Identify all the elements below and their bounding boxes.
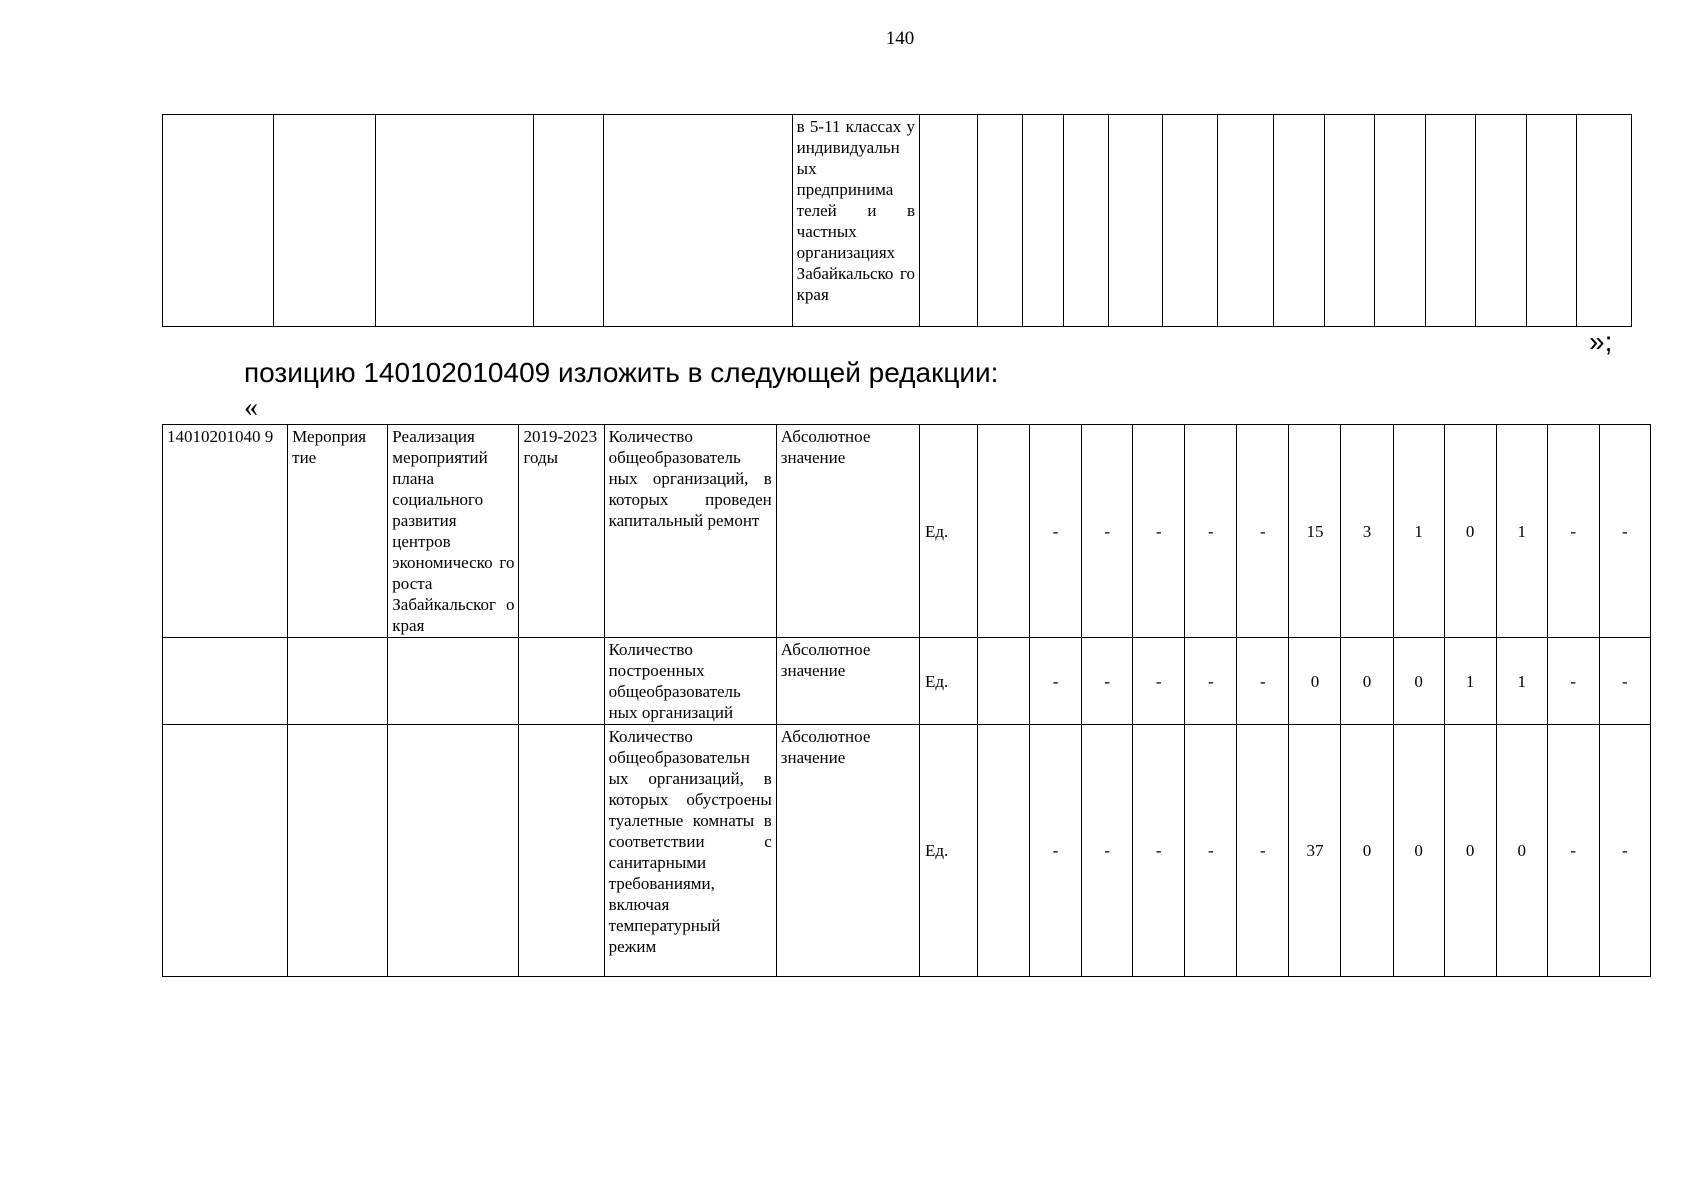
value-cell: 3 xyxy=(1341,425,1393,638)
table-cell xyxy=(388,725,519,977)
value-cell: - xyxy=(1547,725,1599,977)
value-cell: - xyxy=(1547,425,1599,638)
table-row xyxy=(163,425,1651,638)
value-cell: 0 xyxy=(1444,725,1496,977)
table-cell xyxy=(1325,115,1375,327)
value-cell: 0 xyxy=(1393,725,1444,977)
table-cell xyxy=(288,638,388,725)
table-cell xyxy=(1273,115,1324,327)
indicator-cell: Количество общеобразователь ных организаций, в которых проведен капитальный ремонт xyxy=(604,425,776,638)
table-cell xyxy=(604,115,793,327)
table-cell xyxy=(388,638,519,725)
indicator-cell: Количество общеобразовательн ых организаций, в которых обустроены туалетные комнаты в соответствии с санитарными требованиями, включая температурный режим xyxy=(604,725,776,977)
indicator-cell: Количество построенных общеобразователь ных организаций xyxy=(604,638,776,725)
value-cell: - xyxy=(1599,725,1650,977)
table-cell xyxy=(519,725,604,977)
value-cell: 1 xyxy=(1444,638,1496,725)
table-cell xyxy=(1108,115,1162,327)
value-cell: - xyxy=(1185,425,1237,638)
value-cell: 0 xyxy=(1496,725,1547,977)
value-cell: - xyxy=(1082,425,1133,638)
table-cell xyxy=(274,115,375,327)
table-cell xyxy=(163,115,274,327)
value-cell: - xyxy=(1133,638,1185,725)
value-cell: - xyxy=(1237,638,1289,725)
opening-quote: « xyxy=(244,392,258,423)
table-row xyxy=(163,725,1651,977)
value-cell: - xyxy=(1185,638,1237,725)
value-cell: 37 xyxy=(1289,725,1341,977)
table-cell xyxy=(163,725,288,977)
value-cell: 15 xyxy=(1289,425,1341,638)
measure-cell: Абсолютное значение xyxy=(776,725,919,977)
value-cell: 0 xyxy=(1341,725,1393,977)
unit-cell: Ед. xyxy=(919,638,977,725)
table-cell xyxy=(920,115,978,327)
value-cell xyxy=(978,638,1030,725)
value-cell: - xyxy=(1082,725,1133,977)
position-table xyxy=(162,424,1651,977)
value-cell: 0 xyxy=(1444,425,1496,638)
value-cell: - xyxy=(1547,638,1599,725)
value-cell: - xyxy=(1237,425,1289,638)
table-cell xyxy=(1476,115,1526,327)
indicator-cell: в 5-11 классах у индивидуальн ых предпринима телей и в частных организациях Забайкальско го края xyxy=(792,115,919,327)
table-cell xyxy=(1064,115,1108,327)
value-cell: - xyxy=(1599,638,1650,725)
value-cell: - xyxy=(1030,425,1082,638)
table-cell xyxy=(1426,115,1476,327)
page-number: 140 xyxy=(885,28,915,49)
table-cell xyxy=(1217,115,1273,327)
value-cell: 1 xyxy=(1496,425,1547,638)
value-cell: - xyxy=(1185,725,1237,977)
measure-cell: Абсолютное значение xyxy=(776,638,919,725)
table-cell xyxy=(375,115,533,327)
table-cell xyxy=(1162,115,1217,327)
measure-cell: Абсолютное значение xyxy=(776,425,919,638)
instruction-text: позицию 140102010409 изложить в следующей редакции: xyxy=(244,357,999,388)
value-cell: - xyxy=(1030,638,1082,725)
continued-table xyxy=(162,114,1632,327)
name-cell: Реализация мероприятий плана социального развития центров экономическо го роста Забайкальског о края xyxy=(388,425,519,638)
table-cell xyxy=(1526,115,1576,327)
table-row xyxy=(163,638,1651,725)
table-cell xyxy=(288,725,388,977)
value-cell: 0 xyxy=(1341,638,1393,725)
table-cell xyxy=(978,115,1023,327)
value-cell: - xyxy=(1133,425,1185,638)
period-cell: 2019-2023 годы xyxy=(519,425,604,638)
unit-cell: Ед. xyxy=(919,425,977,638)
table-cell xyxy=(1576,115,1631,327)
value-cell: - xyxy=(1133,725,1185,977)
table-cell xyxy=(1375,115,1426,327)
value-cell: - xyxy=(1082,638,1133,725)
value-cell: 1 xyxy=(1393,425,1444,638)
value-cell: 0 xyxy=(1289,638,1341,725)
value-cell xyxy=(978,725,1030,977)
value-cell: - xyxy=(1237,725,1289,977)
value-cell: 1 xyxy=(1496,638,1547,725)
table-cell xyxy=(533,115,603,327)
value-cell: 0 xyxy=(1393,638,1444,725)
type-cell: Мероприя тие xyxy=(288,425,388,638)
value-cell: - xyxy=(1030,725,1082,977)
table-cell xyxy=(1023,115,1064,327)
value-cell xyxy=(978,425,1030,638)
closing-quote: »; xyxy=(1589,326,1613,357)
table-row xyxy=(163,115,1632,327)
value-cell: - xyxy=(1599,425,1650,638)
table-cell xyxy=(163,638,288,725)
code-cell: 14010201040 9 xyxy=(163,425,288,638)
table-cell xyxy=(519,638,604,725)
unit-cell: Ед. xyxy=(919,725,977,977)
